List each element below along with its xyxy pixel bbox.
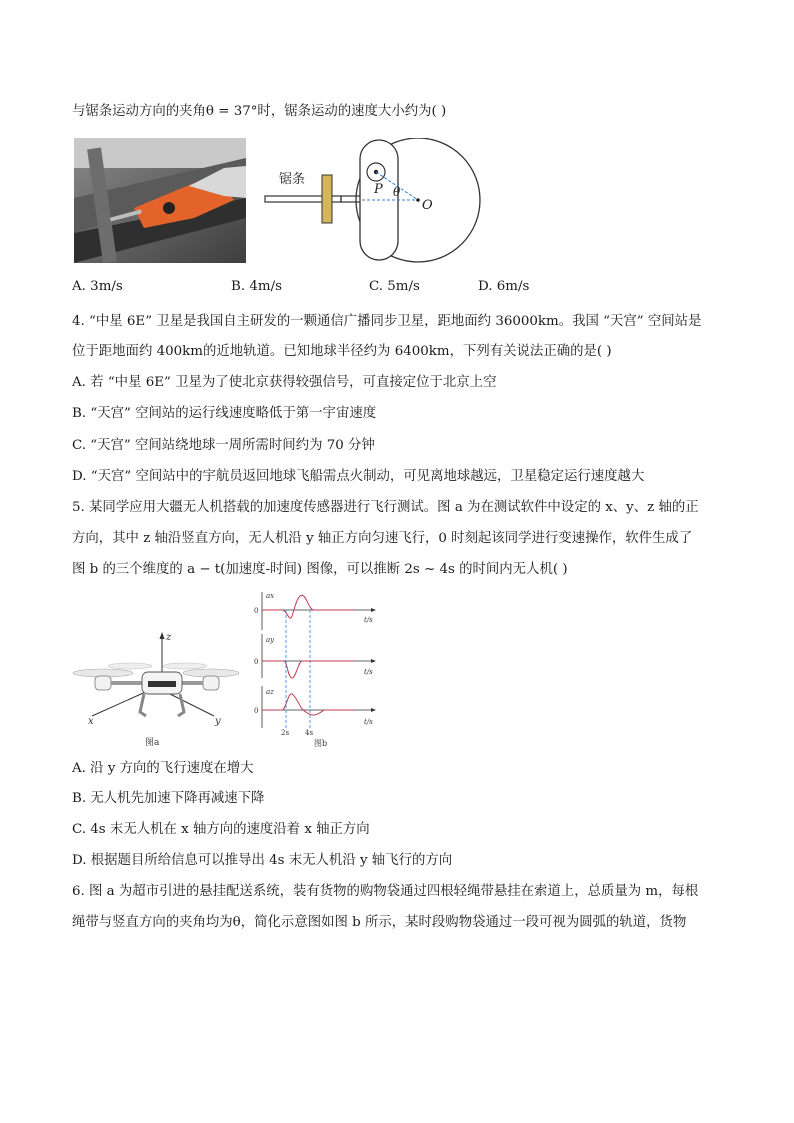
q4-stem-line-2: 位于距地面约 400km的近地轨道。已知地球半径约为 6400km，下列有关说法正确的是( ) xyxy=(72,344,612,359)
q5-option-a[interactable]: A. 沿 y 方向的飞行速度在增大 xyxy=(72,761,254,776)
axis-z-label: z xyxy=(166,632,172,643)
point-o-label: O xyxy=(422,198,433,213)
q6-stem-line-2: 绳带与竖直方向的夹角均为θ，简化示意图如图 b 所示，某时段购物袋通过一段可视为圆弧的轨道，货物 xyxy=(72,915,687,930)
theta-label: θ xyxy=(393,185,401,199)
tick-2s: 2s xyxy=(281,729,290,737)
axis-x-label: x xyxy=(88,716,94,727)
saw-photo xyxy=(74,138,246,263)
q4-option-b[interactable]: B. “天宫” 空间站的运行线速度略低于第一宇宙速度 xyxy=(72,406,377,421)
point-p-label: P xyxy=(374,182,383,197)
q5-stem-line-3: 图 b 的三个维度的 a − t(加速度-时间) 图像，可以推断 2s ~ 4s 的时间内无人机( ) xyxy=(72,562,568,577)
q5-stem-line-1: 5. 某同学应用大疆无人机搭载的加速度传感器进行飞行测试。图 a 为在测试软件中设定的 x、y、z 轴的正 xyxy=(72,500,699,515)
graph1-t-label: t/s xyxy=(364,616,373,624)
q5-option-d[interactable]: D. 根据题目所给信息可以推导出 4s 末无人机沿 y 轴飞行的方向 xyxy=(72,853,453,868)
graph2-zero: 0 xyxy=(254,658,259,666)
saw-label: 锯条 xyxy=(279,172,306,187)
axis-y-label: y xyxy=(215,716,221,727)
scotch-yoke-diagram xyxy=(262,138,487,263)
q4-option-d[interactable]: D. “天宫” 空间站中的宇航员返回地球飞船需点火制动，可见离地球越远，卫星稳定运行速度越大 xyxy=(72,469,645,484)
figure-b-caption: 图b xyxy=(314,739,328,748)
q4-stem-line-1: 4. “中星 6E” 卫星是我国自主研发的一颗通信广播同步卫星，距地面约 36000km。我国 “天宫” 空间站是 xyxy=(72,314,702,329)
q4-option-c[interactable]: C. “天宫” 空间站绕地球一周所需时间约为 70 分钟 xyxy=(72,438,375,453)
q3-option-d[interactable]: D. 6m/s xyxy=(478,279,530,294)
q3-option-c[interactable]: C. 5m/s xyxy=(369,279,420,294)
drone-figure-a xyxy=(70,628,242,750)
graph3-t-label: t/s xyxy=(364,718,373,726)
q5-stem-line-2: 方向，其中 z 轴沿竖直方向，无人机沿 y 轴正方向匀速飞行，0 时刻起该同学进行变速操作，软件生成了 xyxy=(72,531,693,546)
graph3-zero: 0 xyxy=(254,707,259,715)
question-3-stem-tail: 与锯条运动方向的夹角θ = 37°时，锯条运动的速度大小约为( ) xyxy=(72,104,447,119)
q3-option-b[interactable]: B. 4m/s xyxy=(231,279,282,294)
graph1-zero: 0 xyxy=(254,607,259,615)
q5-option-c[interactable]: C. 4s 末无人机在 x 轴方向的速度沿着 x 轴正方向 xyxy=(72,822,370,837)
acceleration-time-graphs xyxy=(244,588,384,750)
q3-option-a[interactable]: A. 3m/s xyxy=(72,279,123,294)
az-label: az xyxy=(266,688,274,696)
graph2-t-label: t/s xyxy=(364,668,373,676)
q5-option-b[interactable]: B. 无人机先加速下降再减速下降 xyxy=(72,791,265,806)
tick-4s: 4s xyxy=(305,729,314,737)
q4-option-a[interactable]: A. 若 “中星 6E” 卫星为了使北京获得较强信号，可直接定位于北京上空 xyxy=(72,375,497,390)
figure-a-caption: 图a xyxy=(145,738,160,748)
q6-stem-line-1: 6. 图 a 为超市引进的悬挂配送系统，装有货物的购物袋通过四根轻绳带悬挂在索道上，总质量为 m，每根 xyxy=(72,884,699,899)
ay-label: ay xyxy=(266,636,275,644)
ax-label: ax xyxy=(266,592,275,600)
